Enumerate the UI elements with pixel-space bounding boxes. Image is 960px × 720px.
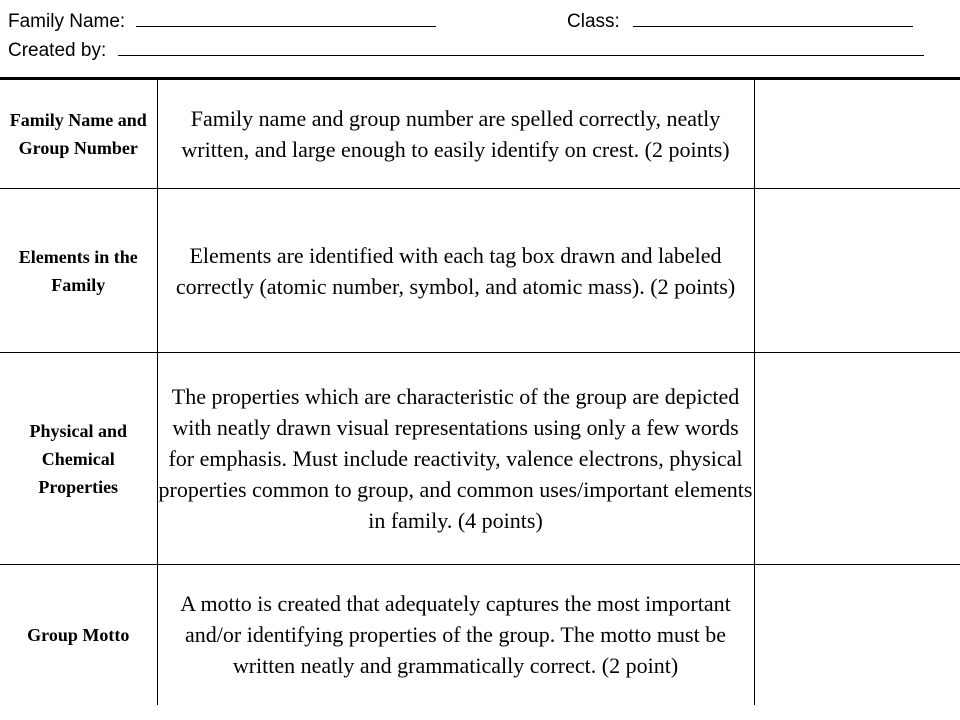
rubric-category: Elements in the Family: [0, 189, 157, 353]
rubric-description: A motto is created that adequately captures the most important and/or identifying properties of the group. The motto must be written neatly and grammatically correct. (2 point): [157, 565, 754, 705]
rubric-row: [0, 189, 960, 353]
rubric-table: [0, 77, 960, 705]
rubric-score-cell[interactable]: [754, 79, 960, 189]
rubric-description: Elements are identified with each tag box drawn and labeled correctly (atomic number, symbol, and atomic mass). (2 points): [157, 189, 754, 353]
family-name-label: Family Name:: [8, 11, 126, 32]
rubric-description: Family name and group number are spelled correctly, neatly written, and large enough to easily identify on crest. (2 points): [157, 79, 754, 189]
rubric-description: The properties which are characteristic of the group are depicted with neatly drawn visual representations using only a few words for emphasis. Must include reactivity, valence electrons, physical properties common to group, and common uses/important elements in family. (4 points): [157, 353, 754, 565]
family-name-field[interactable]: [136, 9, 436, 27]
class-field[interactable]: [633, 9, 913, 27]
rubric-score-cell[interactable]: [754, 189, 960, 353]
header-line-family-class: [8, 9, 913, 33]
rubric-row: [0, 79, 960, 189]
rubric-category: Family Name and Group Number: [0, 79, 157, 189]
rubric-row: [0, 353, 960, 565]
created-by-label: Created by:: [8, 40, 107, 61]
rubric-score-cell[interactable]: [754, 565, 960, 705]
created-by-field[interactable]: [118, 38, 924, 56]
header-line-created-by: [8, 38, 924, 62]
class-label: Class:: [567, 11, 620, 32]
rubric-category: Physical and Chemical Properties: [0, 353, 157, 565]
rubric-category: Group Motto: [0, 565, 157, 705]
rubric-score-cell[interactable]: [754, 353, 960, 565]
rubric-row: [0, 565, 960, 705]
